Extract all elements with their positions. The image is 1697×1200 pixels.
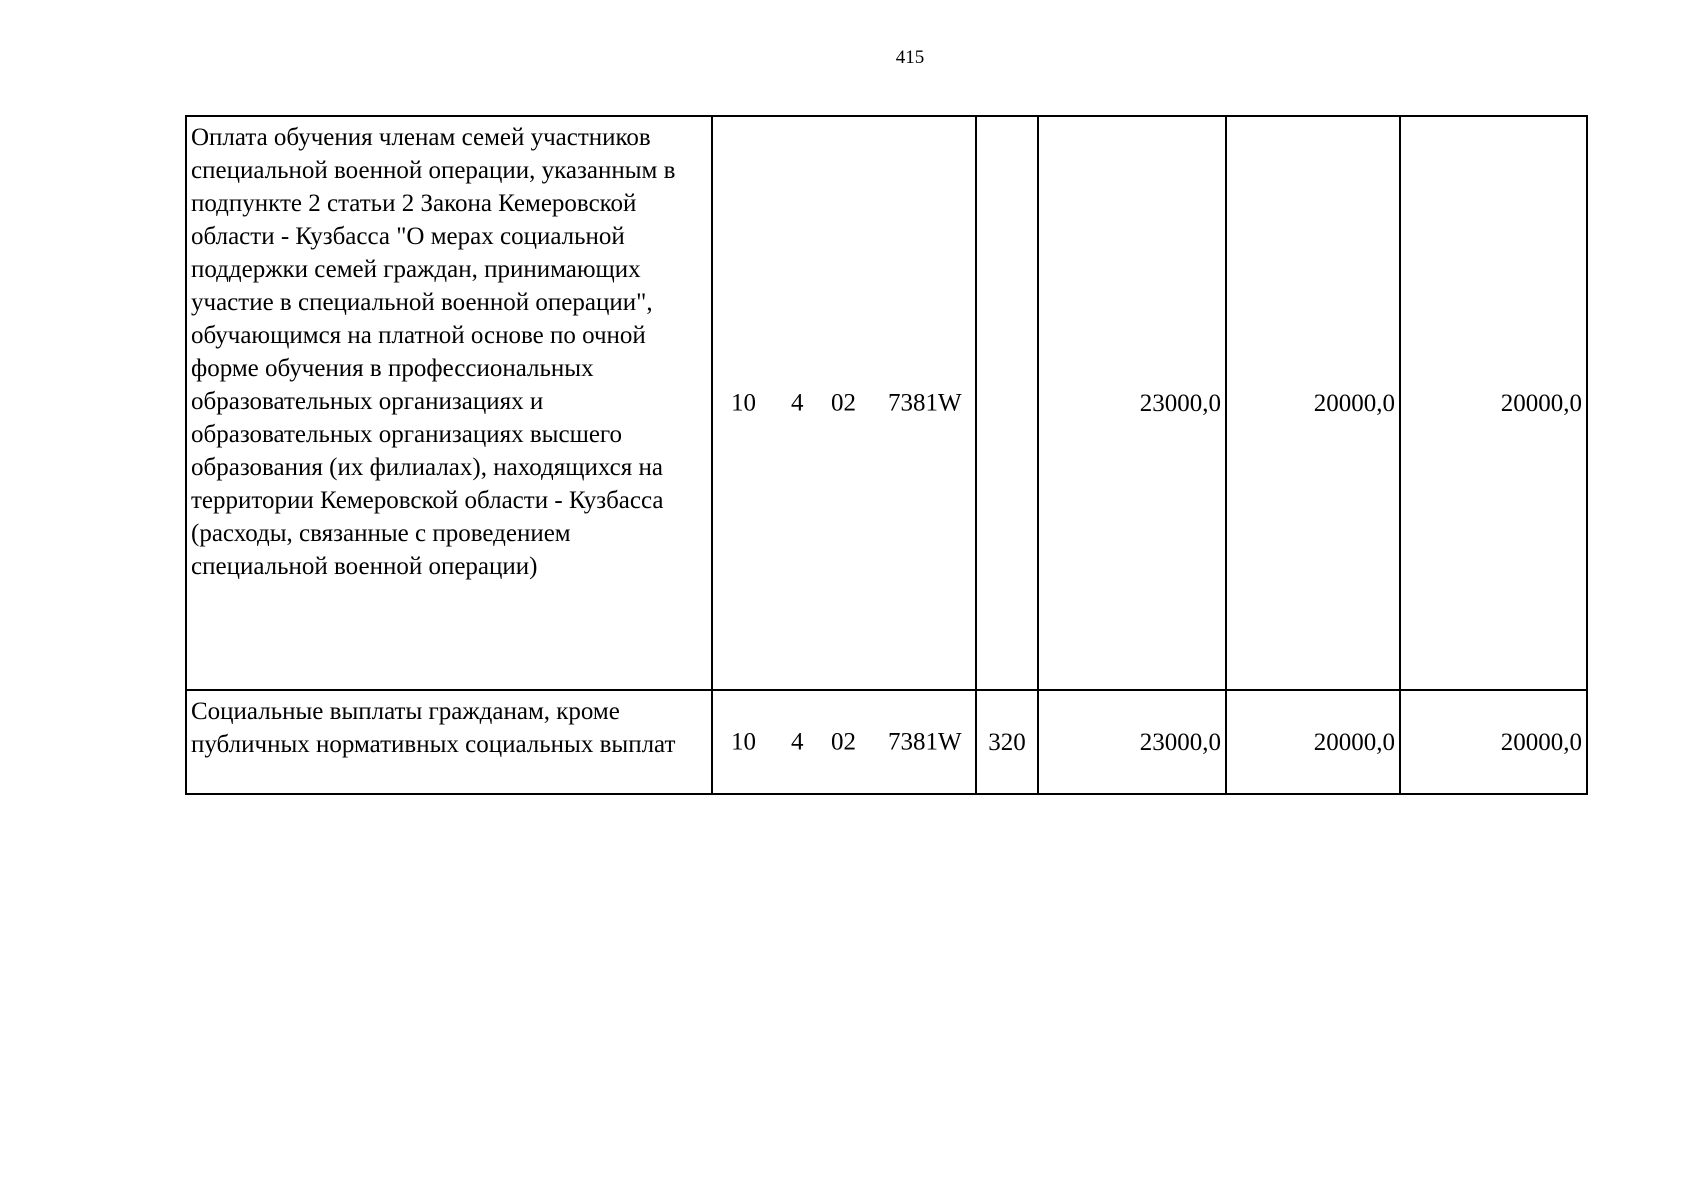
value-year-1: 23000,0 [1038,116,1226,690]
row-description: Социальные выплаты гражданам, кроме публичных нормативных социальных выплат [186,690,712,794]
subprogram-code: 02 [831,389,856,417]
budget-table [185,115,1588,795]
program-code: 4 [791,728,804,756]
direction-code: 7381W [888,728,962,756]
code-cell [712,690,976,794]
expense-type-cell: 320 [976,690,1038,794]
expense-type-cell [976,116,1038,690]
direction-code: 7381W [888,389,962,417]
subprogram-code: 02 [831,728,856,756]
section-code: 10 [731,389,756,417]
code-cell [712,116,976,690]
program-code: 4 [791,389,804,417]
value-year-1: 23000,0 [1038,690,1226,794]
row-description: Оплата обучения членам семей участников специальной военной операции, указанным в подпункте 2 статьи 2 Закона Кемеровской области - Кузбасса "О мерах социальной поддержки семей граждан, принимающих участие в специальной военной операции", обучающимся на платной основе по очной форме обучения в профессиональных образовательных организациях и образовательных организациях высшего образования (их филиалах), находящихся на территории Кемеровской области - Кузбасса (расходы, связанные с проведением специальной военной операции) [186,116,712,690]
page-number: 415 [895,47,925,68]
table-row [186,116,1587,690]
value-year-2: 20000,0 [1226,690,1400,794]
section-code: 10 [731,728,756,756]
value-year-3: 20000,0 [1400,116,1587,690]
value-year-2: 20000,0 [1226,116,1400,690]
table-row [186,690,1587,794]
value-year-3: 20000,0 [1400,690,1587,794]
